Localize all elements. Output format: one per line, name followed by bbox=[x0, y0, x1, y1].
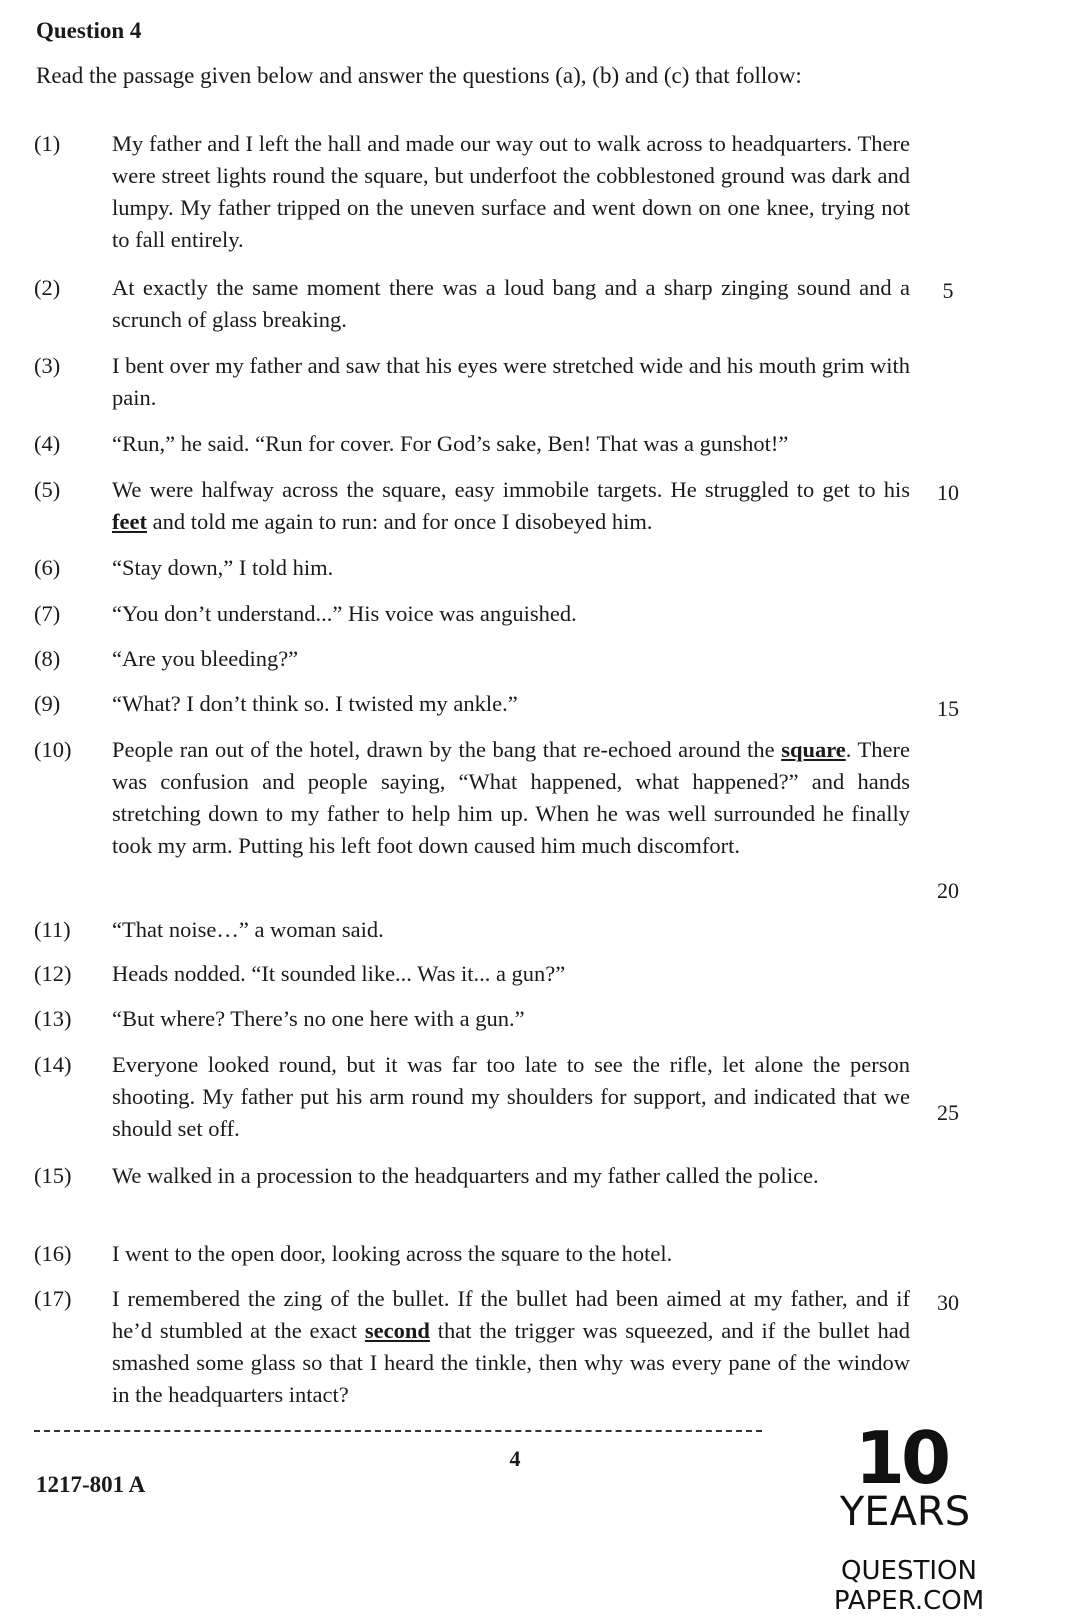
paragraph-text: I went to the open door, looking across the square to the hotel. bbox=[112, 1241, 673, 1266]
paragraph-1 bbox=[30, 128, 910, 256]
paragraph-6 bbox=[30, 552, 910, 584]
paragraph-number: (1) bbox=[34, 131, 61, 156]
underlined-word: second bbox=[364, 1318, 430, 1343]
paragraph-number: (17) bbox=[34, 1286, 72, 1311]
line-number: 25 bbox=[937, 1100, 959, 1125]
paragraph-text: We were halfway across the square, easy immobile targets. He struggled to get to his feet and told me again to run: and for once I disobeyed him. bbox=[112, 477, 910, 534]
paragraph-number: (10) bbox=[34, 737, 72, 762]
watermark-number: 10 bbox=[854, 1416, 948, 1500]
paragraph-15 bbox=[30, 1160, 910, 1192]
paragraph-number: (7) bbox=[34, 601, 61, 626]
paragraph-12 bbox=[30, 958, 910, 990]
paragraph-7 bbox=[30, 598, 910, 630]
paragraph-number: (11) bbox=[34, 917, 71, 942]
paragraph-5 bbox=[30, 474, 910, 538]
underlined-word: square bbox=[781, 737, 846, 762]
paragraph-number: (9) bbox=[34, 691, 61, 716]
paragraph-13 bbox=[30, 1003, 910, 1035]
paragraph-text: Everyone looked round, but it was far too late to see the rifle, let alone the person shooting. My father put his arm round my shoulders for support, and indicated that we should set off. bbox=[112, 1052, 910, 1141]
paragraph-10 bbox=[30, 734, 910, 862]
paragraph-text: “That noise…” a woman said. bbox=[112, 917, 384, 942]
paragraph-text: People ran out of the hotel, drawn by the bang that re-echoed around the square. There was confusion and people saying, “What happened, what happened?” and hands stretching down to my father to help him up. When he was well surrounded he finally took my arm. Putting his left foot down caused him much discomfort. bbox=[112, 737, 910, 858]
paragraph-number: (4) bbox=[34, 431, 61, 456]
paragraph-number: (13) bbox=[34, 1006, 72, 1031]
line-number: 30 bbox=[937, 1290, 959, 1315]
paragraph-3 bbox=[30, 350, 910, 414]
paragraph-number: (15) bbox=[34, 1163, 72, 1188]
paragraph-9 bbox=[30, 688, 910, 720]
paragraph-text: I bent over my father and saw that his eyes were stretched wide and his mouth grim with pain. bbox=[112, 353, 910, 410]
watermark-site: QUESTION PAPER.COM bbox=[833, 1556, 985, 1616]
paragraph-8 bbox=[30, 643, 910, 675]
question-title: Question 4 bbox=[36, 18, 142, 43]
watermark-years: YEARS bbox=[839, 1489, 971, 1535]
paragraph-text: “Are you bleeding?” bbox=[112, 646, 299, 671]
paragraph-text: “Run,” he said. “Run for cover. For God’s sake, Ben! That was a gunshot!” bbox=[112, 431, 789, 456]
line-number: 10 bbox=[937, 480, 959, 505]
paragraph-number: (3) bbox=[34, 353, 61, 378]
paragraph-text: I remembered the zing of the bullet. If the bullet had been aimed at my father, and if he’d stumbled at the exact second that the trigger was squeezed, and if the bullet had smashed some glass so that I heard the tinkle, then why was every pane of the window in the headquarters intact? bbox=[112, 1286, 911, 1407]
paragraph-number: (14) bbox=[34, 1052, 72, 1077]
line-number: 15 bbox=[937, 696, 959, 721]
page-number: 4 bbox=[509, 1446, 521, 1471]
paragraph-14 bbox=[30, 1049, 910, 1145]
question-instructions: Read the passage given below and answer the questions (a), (b) and (c) that follow: bbox=[36, 63, 802, 88]
underlined-word: feet bbox=[112, 509, 147, 534]
paragraph-16 bbox=[30, 1238, 910, 1270]
paragraph-number: (6) bbox=[34, 555, 61, 580]
footer-divider bbox=[34, 1430, 762, 1432]
paragraph-11 bbox=[30, 914, 910, 946]
paragraph-number: (5) bbox=[34, 477, 61, 502]
paragraph-text: We walked in a procession to the headquarters and my father called the police. bbox=[112, 1163, 819, 1188]
paragraph-text: “But where? There’s no one here with a gun.” bbox=[112, 1006, 525, 1031]
paragraph-text: “You don’t understand...” His voice was anguished. bbox=[112, 601, 577, 626]
paragraph-number: (12) bbox=[34, 961, 72, 986]
paragraph-17 bbox=[30, 1283, 910, 1411]
line-number: 5 bbox=[942, 278, 954, 303]
paragraph-number: (8) bbox=[34, 646, 61, 671]
paragraph-text: “Stay down,” I told him. bbox=[112, 555, 334, 580]
paragraph-text: At exactly the same moment there was a loud bang and a sharp zinging sound and a scrunch of glass breaking. bbox=[112, 275, 910, 332]
paragraph-number: (2) bbox=[34, 275, 61, 300]
paper-code: 1217-801 A bbox=[36, 1472, 146, 1497]
paragraph-number: (16) bbox=[34, 1241, 72, 1266]
paragraph-text: “What? I don’t think so. I twisted my ankle.” bbox=[112, 691, 518, 716]
paragraph-text: Heads nodded. “It sounded like... Was it... a gun?” bbox=[112, 961, 566, 986]
line-number: 20 bbox=[937, 878, 959, 903]
paragraph-4 bbox=[30, 428, 910, 460]
paragraph-2 bbox=[30, 272, 910, 336]
paragraph-text: My father and I left the hall and made our way out to walk across to headquarters. There were street lights round the square, but underfoot the cobblestoned ground was dark and lumpy. My father tripped on the uneven surface and went down on one knee, trying not to fall entirely. bbox=[112, 131, 910, 252]
